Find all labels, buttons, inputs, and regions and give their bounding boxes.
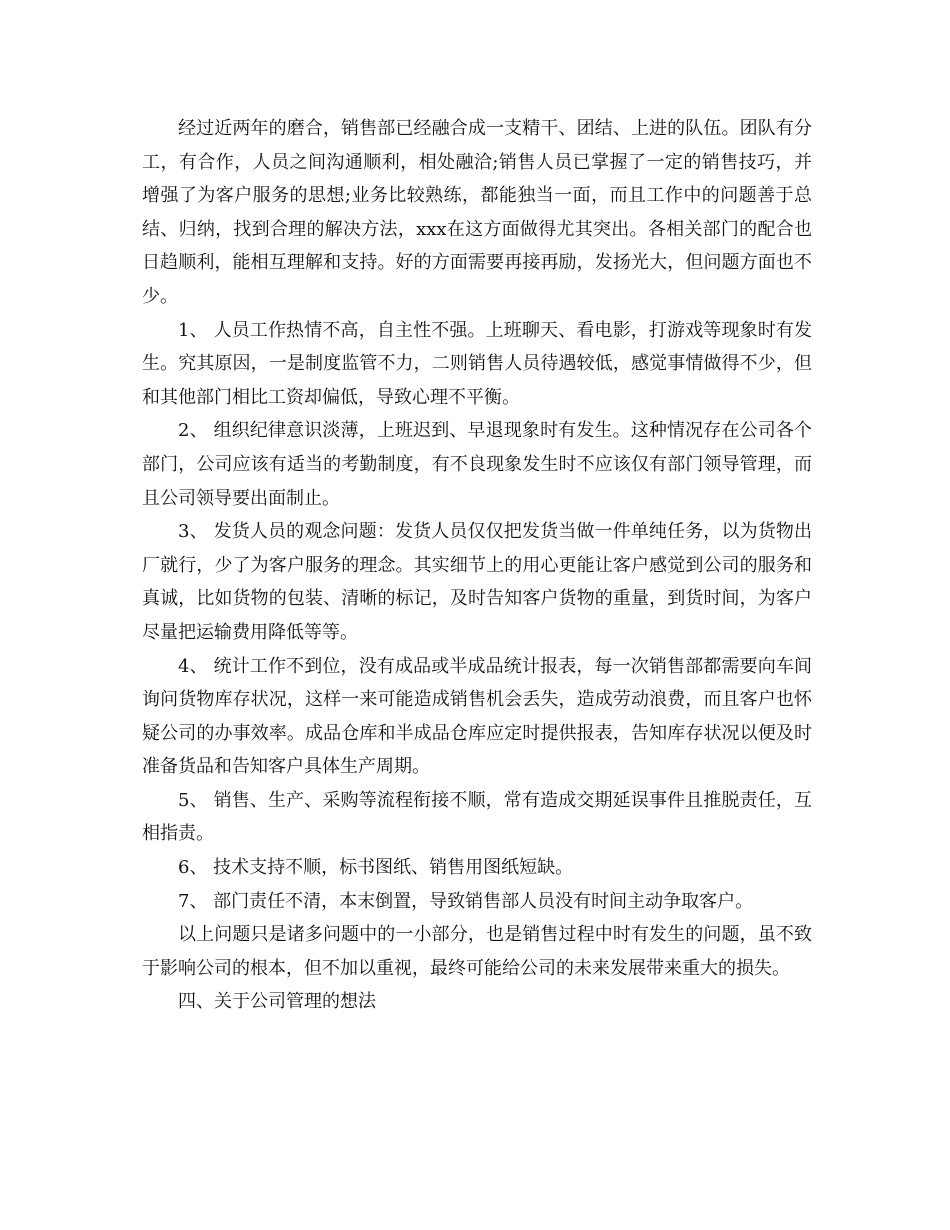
- paragraph-issue-2: 2、 组织纪律意识淡薄，上班迟到、早退现象时有发生。这种情况存在公司各个部门，公司应该有适当的考勤制度，有不良现象发生时不应该仅有部门领导管理，而且公司领导要出面制止。: [142, 420, 812, 509]
- paragraph-team-summary: 经过近两年的磨合，销售部已经融合成一支精干、团结、上进的队伍。团队有分工，有合作，人员之间沟通顺利，相处融洽;销售人员已掌握了一定的销售技巧，并增强了为客户服务的思想;业务比较熟练，都能独当一面，而且工作中的问题善于总结、归纳，找到合理的解决方法，xxx在这方面做得尤其突出。各相关部门的配合也日趋顺利，能相互理解和支持。好的方面需要再接再励，发扬光大，但问题方面也不少。: [142, 118, 812, 307]
- paragraph-issue-7: 7、 部门责任不清，本末倒置，导致销售部人员没有时间主动争取客户。: [178, 890, 754, 912]
- paragraph-issue-5: 5、 销售、生产、采购等流程衔接不顺，常有造成交期延误事件且推脱责任，互相指责。: [142, 789, 812, 845]
- paragraph-issue-4: 4、 统计工作不到位，没有成品或半成品统计报表，每一次销售部都需要向车间询问货物库存状况，这样一来可能造成销售机会丢失，造成劳动浪费，而且客户也怀疑公司的办事效率。成品仓库和半成品仓库应定时提供报表，告知库存状况以便及时准备货品和告知客户具体生产周期。: [142, 655, 812, 778]
- paragraph-issue-6: 6、 技术支持不顺，标书图纸、销售用图纸短缺。: [178, 857, 574, 879]
- document-body: [142, 112, 812, 1019]
- paragraph-issue-1: 1、 人员工作热情不高，自主性不强。上班聊天、看电影，打游戏等现象时有发生。究其原因，一是制度监管不力，二则销售人员待遇较低，感觉事情做得不少，但和其他部门相比工资却偏低，导致心理不平衡。: [142, 319, 812, 408]
- paragraph-conclusion: 以上问题只是诸多问题中的一小部分，也是销售过程中时有发生的问题，虽不致于影响公司的根本，但不加以重视，最终可能给公司的未来发展带来重大的损失。: [142, 924, 812, 979]
- section-heading-management: 四、关于公司管理的想法: [178, 991, 376, 1013]
- paragraph-issue-3: 3、 发货人员的观念问题：发货人员仅仅把发货当做一件单纯任务，以为货物出厂就行，少了为客户服务的理念。其实细节上的用心更能让客户感觉到公司的服务和真诚，比如货物的包装、清晰的标记，及时告知客户货物的重量，到货时间，为客户尽量把运输费用降低等等。: [142, 521, 812, 643]
